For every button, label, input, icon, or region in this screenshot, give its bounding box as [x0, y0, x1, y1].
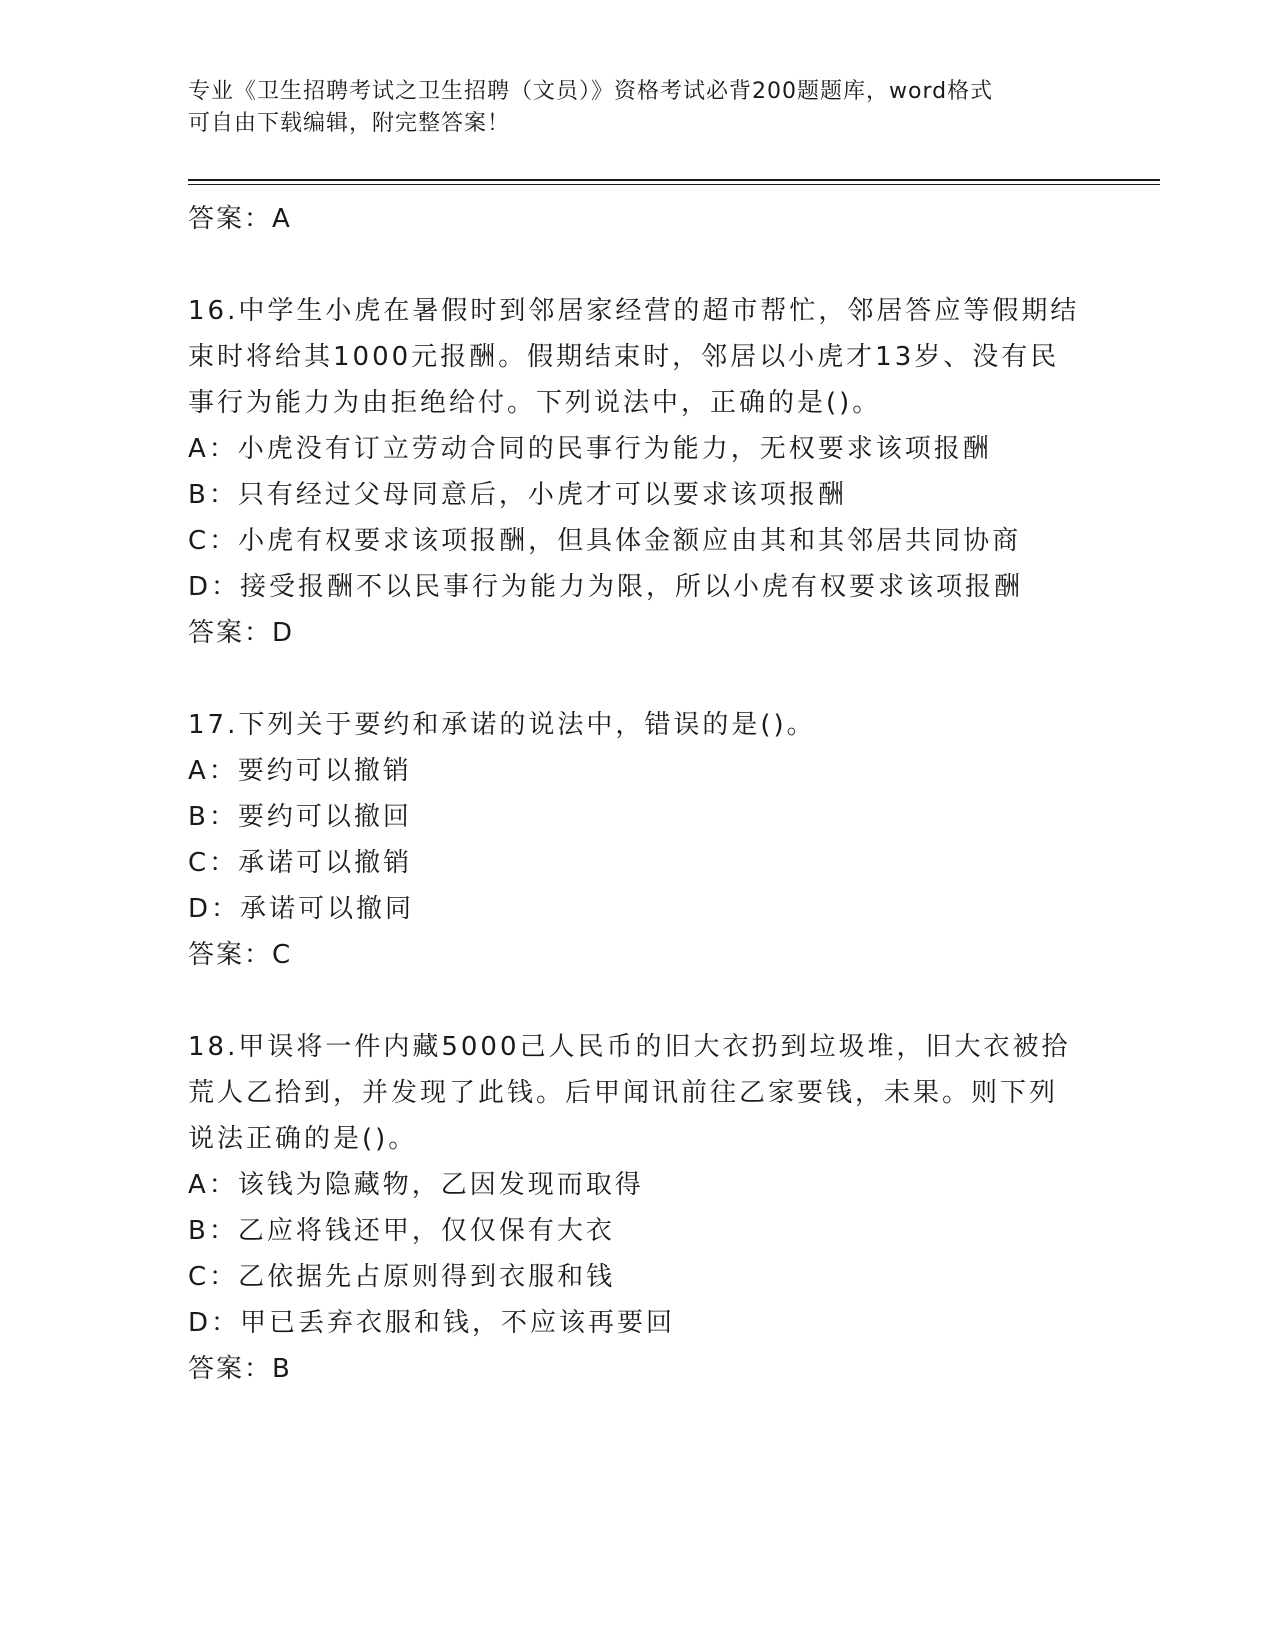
- spacer: [188, 656, 1088, 702]
- document-header: [188, 76, 1088, 140]
- question-17: [188, 702, 1088, 978]
- question-stem-line: 16.中学生小虎在暑假时到邻居家经营的超市帮忙，邻居答应等假期结: [188, 296, 1080, 326]
- option-c: C：乙依据先占原则得到衣服和钱: [188, 1262, 616, 1292]
- option-c: C：承诺可以撤销: [188, 848, 413, 878]
- question-stem-line: 束时将给其1000元报酬。假期结束时，邻居以小虎才13岁、没有民: [188, 342, 1060, 372]
- option-a: A：小虎没有订立劳动合同的民事行为能力，无权要求该项报酬: [188, 434, 992, 464]
- option-d: D：接受报酬不以民事行为能力为限，所以小虎有权要求该项报酬: [188, 572, 1024, 602]
- option-a: A：该钱为隐藏物，乙因发现而取得: [188, 1170, 644, 1200]
- header-rule-thick: [188, 179, 1160, 181]
- header-line-2: 可自由下载编辑，附完整答案！: [188, 111, 511, 136]
- question-stem-line: 说法正确的是()。: [188, 1124, 418, 1154]
- question-16: [188, 288, 1088, 656]
- question-stem-line: 荒人乙拾到，并发现了此钱。后甲闻讯前往乙家要钱，未果。则下列: [188, 1078, 1059, 1108]
- option-a: A：要约可以撤销: [188, 756, 412, 786]
- question-stem-line: 18.甲误将一件内藏5000己人民币的旧大衣扔到垃圾堆，旧大衣被拾: [188, 1032, 1071, 1062]
- answer-label: 答案：D: [188, 618, 295, 648]
- answer-label: 答案：A: [188, 204, 292, 234]
- question-stem-line: 17.下列关于要约和承诺的说法中，错误的是()。: [188, 710, 816, 740]
- option-d: D：承诺可以撤同: [188, 894, 415, 924]
- question-18: [188, 1024, 1088, 1392]
- header-line-1: 专业《卫生招聘考试之卫生招聘（文员）》资格考试必背200题题库，word格式: [188, 79, 994, 104]
- answer-label: 答案：C: [188, 940, 293, 970]
- option-b: B：要约可以撤回: [188, 802, 412, 832]
- question-stem-line: 事行为能力为由拒绝给付。下列说法中，正确的是()。: [188, 388, 882, 418]
- option-b: B：乙应将钱还甲，仅仅保有大衣: [188, 1216, 615, 1246]
- option-d: D：甲已丢弃衣服和钱，不应该再要回: [188, 1308, 676, 1338]
- spacer: [188, 242, 1088, 288]
- question-list: [188, 196, 1088, 1392]
- header-rule-thin: [188, 184, 1160, 185]
- option-c: C：小虎有权要求该项报酬，但具体金额应由其和其邻居共同协商: [188, 526, 1022, 556]
- answer-label: 答案：B: [188, 1354, 292, 1384]
- option-b: B：只有经过父母同意后，小虎才可以要求该项报酬: [188, 480, 847, 510]
- spacer: [188, 978, 1088, 1024]
